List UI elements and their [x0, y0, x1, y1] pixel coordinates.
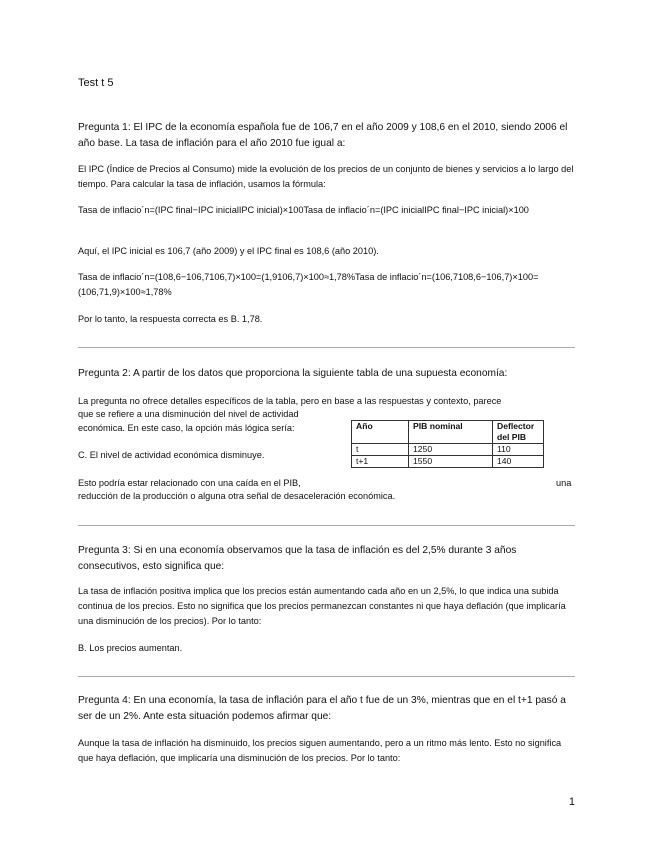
q3-paragraph-1: La tasa de inflación positiva implica que los precios están aumentando cada año en un 2,5%, lo que indica una subida continua de los precios. Esto no significa que los precios permanezcan constantes ni que haya deflación (que implicaría una disminución de los precios). Por lo tanto:	[78, 586, 566, 626]
separator-line	[78, 676, 575, 677]
q2-paragraph-2a: Esto podría estar relacionado con una caída en el PIB,	[78, 478, 301, 488]
table-header-cell: Año	[352, 421, 409, 444]
table-cell: 1550	[409, 456, 493, 468]
q2-paragraph-2b: una	[556, 478, 572, 488]
table-header-row	[352, 421, 544, 444]
q2-paragraph-2c: reducción de la producción o alguna otra señal de desaceleración económica.	[78, 491, 396, 501]
q2-paragraph-1b: que se refiere a una disminución del nivel de actividad	[78, 409, 299, 419]
page-number: 1	[568, 796, 575, 808]
table-cell: t+1	[352, 456, 409, 468]
q2-paragraph-1c: económica. En este caso, la opción más lógica sería:	[78, 423, 295, 433]
data-table	[351, 420, 544, 468]
q4-paragraph-1: Aunque la tasa de inflación ha disminuido, los precios siguen aumentando, pero a un ritmo más lento. Esto no significa que haya deflación, que implicaría una disminución de los precios. Por lo tanto:	[78, 738, 562, 763]
q1-paragraph-1: El IPC (Índice de Precios al Consumo) mide la evolución de los precios de un conjunto de bienes y servicios a lo largo del tiempo. Para calcular la tasa de inflación, usamos la fórmula:	[78, 164, 574, 189]
table-cell: 140	[493, 456, 544, 468]
question-1: Pregunta 1: El IPC de la economía española fue de 106,7 en el año 2009 y 108,6 en el 2010, siendo 2006 el año base. La tasa de inflación para el año 2010 fue igual a:	[78, 122, 568, 149]
question-2: Pregunta 2: A partir de los datos que proporciona la siguiente tabla de una supuesta economía:	[78, 368, 508, 379]
q3-answer: B. Los precios aumentan.	[78, 643, 183, 653]
q1-answer: Por lo tanto, la respuesta correcta es B. 1,78.	[78, 314, 263, 324]
q2-answer: C. El nivel de actividad económica disminuye.	[78, 450, 265, 460]
table-row	[352, 456, 544, 468]
question-4: Pregunta 4: En una economía, la tasa de inflación para el año t fue de un 3%, mientras que en el t+1 pasó a ser de un 2%. Ante esta situación podemos afirmar que:	[78, 695, 566, 722]
table-header-cell: Deflector del PIB	[493, 421, 544, 444]
table-cell: 110	[493, 444, 544, 456]
q1-calculation: Tasa de inflacio´n=(108,6−106,7106,7)×100=(1,9106,7)×100≈1,78%Tasa de inflacio´n=(106,7108,6−106,7)×100=(106,71,9)×100≈1,78%	[78, 272, 539, 297]
table-cell: 1250	[409, 444, 493, 456]
table-header-cell: PIB nominal	[409, 421, 493, 444]
question-3: Pregunta 3: Si en una economía observamos que la tasa de inflación es del 2,5% durante 3 años consecutivos, esto significa que:	[78, 545, 517, 572]
table-cell: t	[352, 444, 409, 456]
q1-paragraph-3: Aquí, el IPC inicial es 106,7 (año 2009) y el IPC final es 108,6 (año 2010).	[78, 246, 379, 256]
document-title: Test t 5	[78, 77, 114, 89]
separator-line	[78, 347, 575, 348]
table-row	[352, 444, 544, 456]
separator-line	[78, 525, 575, 526]
q1-formula: Tasa de inflacio´n=(IPC final−IPC inicialIPC inicial)×100Tasa de inflacio´n=(IPC inicialIPC final−IPC inicial)×100	[78, 205, 529, 215]
q2-paragraph-1a: La pregunta no ofrece detalles específicos de la tabla, pero en base a las respuestas y contexto, parece	[78, 396, 502, 406]
